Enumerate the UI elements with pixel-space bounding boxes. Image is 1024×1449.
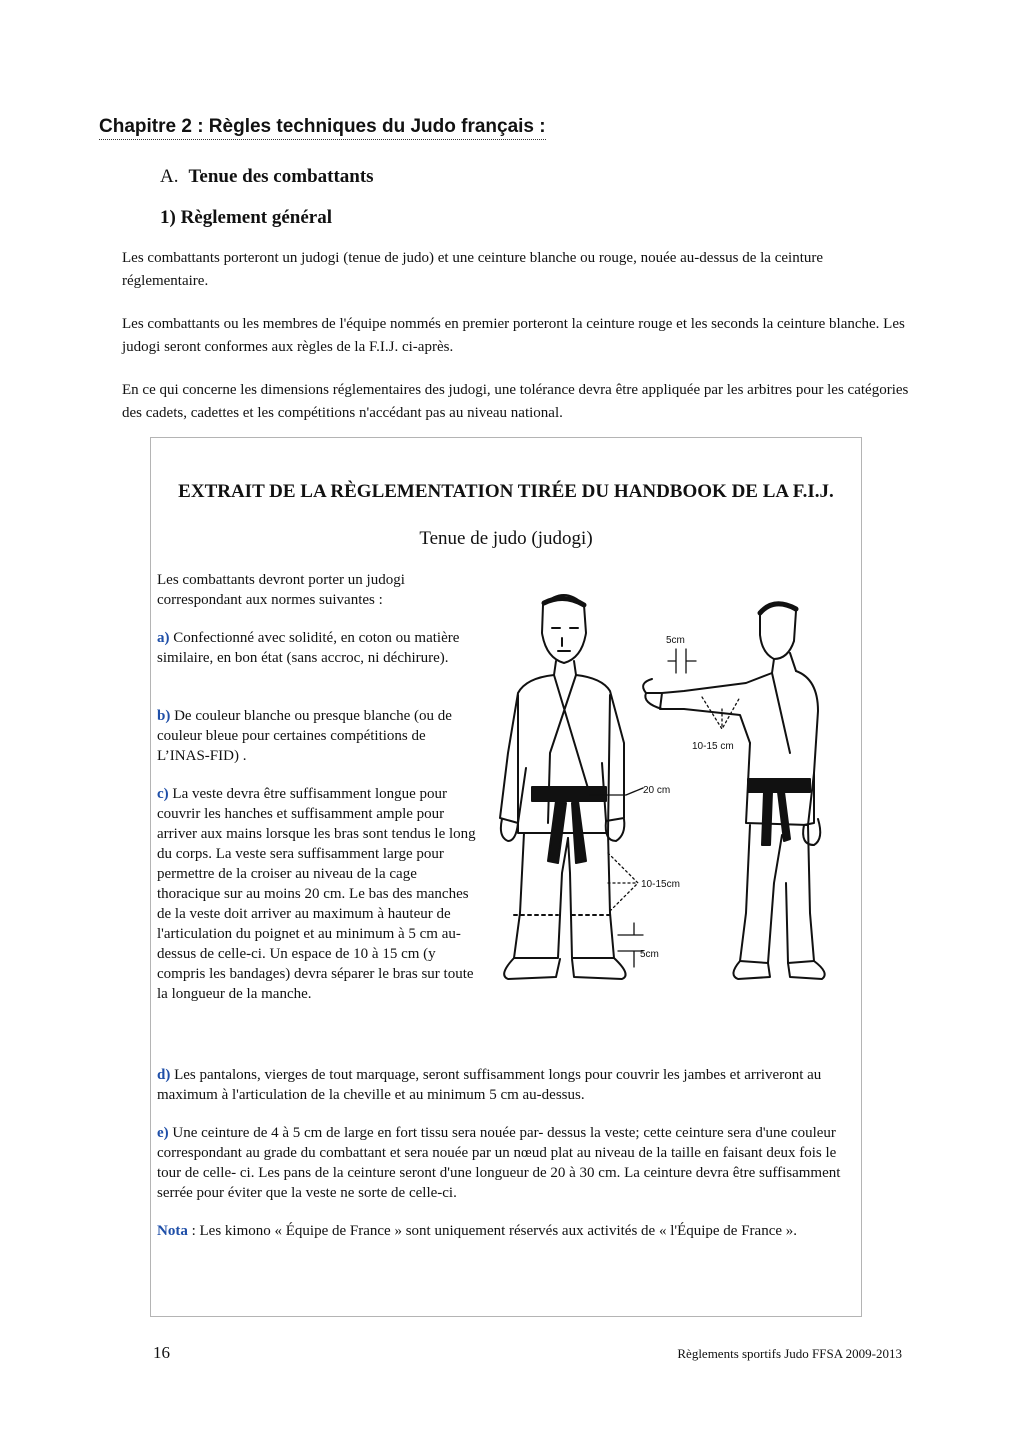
section-title: Tenue des combattants: [188, 166, 374, 187]
rule-text: La veste devra être suffisamment longue pour couvrir les hanches et suffisamment ample pour arriver aux mains lorsque les bras sont tendus le long du corps. La veste sera suffisamment large pour permettre de la croiser au niveau de la cage thoracique sur au moins 20 cm. Le bas des manches de la veste doit arriver au maximum à hauteur de l'articulation du poignet et au minimum à 5 cm au-dessus de celle-ci. Un espace de 10 à 15 cm (y compris les bandages) devra séparer le bras sur toute la longueur de la manche.: [157, 786, 476, 1002]
rule-text: Confectionné avec solidité, en coton ou matière similaire, en bon état (sans accroc, ni déchirure).: [157, 630, 460, 666]
front-judoka-figure: [500, 595, 626, 979]
paragraph-belt-colors: Les combattants ou les membres de l'équipe nommés en premier porteront la ceinture rouge et les seconds la ceinture blanche. Les judogi seront conformes aux règles de la F.I.J. ci-après.: [122, 316, 905, 355]
nota-text: : Les kimono « Équipe de France » sont uniquement réservés aux activités de « l'Équipe de France ».: [187, 1223, 798, 1239]
rule-label: e): [157, 1125, 169, 1141]
nota-label: Nota: [157, 1223, 188, 1239]
rule-label: a): [157, 630, 170, 646]
leg-gap-label: 10-15cm: [641, 879, 680, 890]
box-subtitle: Tenue de judo (judogi): [419, 528, 593, 549]
page-number: 16: [153, 1343, 170, 1362]
paragraph-tolerance: En ce qui concerne les dimensions réglementaires des judogi, une tolérance devra être appliquée par les arbitres pour les catégories des cadets, cadettes et les compétitions n'accédant pas au niveau national.: [122, 382, 909, 421]
rule-item: [157, 1065, 847, 1105]
box-intro: Les combattants devront porter un judogi correspondant aux normes suivantes :: [157, 572, 405, 608]
rule-label: c): [157, 786, 169, 802]
subsection-heading: 1) Règlement général: [160, 207, 332, 228]
front-measurements: [590, 788, 643, 967]
rule-text: Les pantalons, vierges de tout marquage, seront suffisamment longs pour couvrir les jambes et arriveront au maximum à l'articulation de la cheville et au minimum 5 cm au-dessus.: [157, 1067, 822, 1103]
box-title: EXTRAIT DE LA RÈGLEMENTATION TIRÉE DU HANDBOOK DE LA F.I.J.: [178, 481, 834, 502]
paragraph-belts: Les combattants porteront un judogi (tenue de judo) et une ceinture blanche ou rouge, nouée au-dessus de la ceinture réglementaire.: [122, 250, 824, 289]
chapter-title: Chapitre 2 : Règles techniques du Judo français :: [99, 116, 546, 140]
nota: [157, 1221, 847, 1241]
side-judoka-figure: [643, 603, 825, 979]
rule-item: [157, 784, 477, 1004]
section-heading: [160, 166, 374, 188]
section-letter: A.: [160, 166, 179, 187]
rule-text: Une ceinture de 4 à 5 cm de large en fort tissu sera nouée par- dessus la veste; cette ceinture sera d'une couleur correspondant au grade du combattant et sera nouée par un nœud plat au niveau de la taille en faisant deux fois le tour de celle- ci. Les pans de la ceinture seront d'une longueur de 20 à 30 cm. La ceinture devra être suffisamment serrée pour éviter que la veste ne sorte de celle-ci.: [157, 1125, 841, 1201]
rule-item: [157, 628, 477, 668]
sleeve-gap-label: 10-15 cm: [692, 741, 734, 752]
ankle-label: 5cm: [640, 949, 659, 960]
judogi-illustration: [478, 583, 833, 1023]
rule-text: De couleur blanche ou presque blanche (ou de couleur bleue pour certaines compétitions de L’INAS-FID) .: [157, 708, 452, 764]
rule-item: [157, 706, 477, 766]
footer-publication: Règlements sportifs Judo FFSA 2009-2013: [677, 1346, 902, 1361]
overlap-label: 20 cm: [643, 785, 671, 796]
rule-label: b): [157, 708, 171, 724]
cuff-label: 5cm: [666, 635, 685, 646]
rule-label: d): [157, 1067, 171, 1083]
rule-item: [157, 1123, 847, 1203]
